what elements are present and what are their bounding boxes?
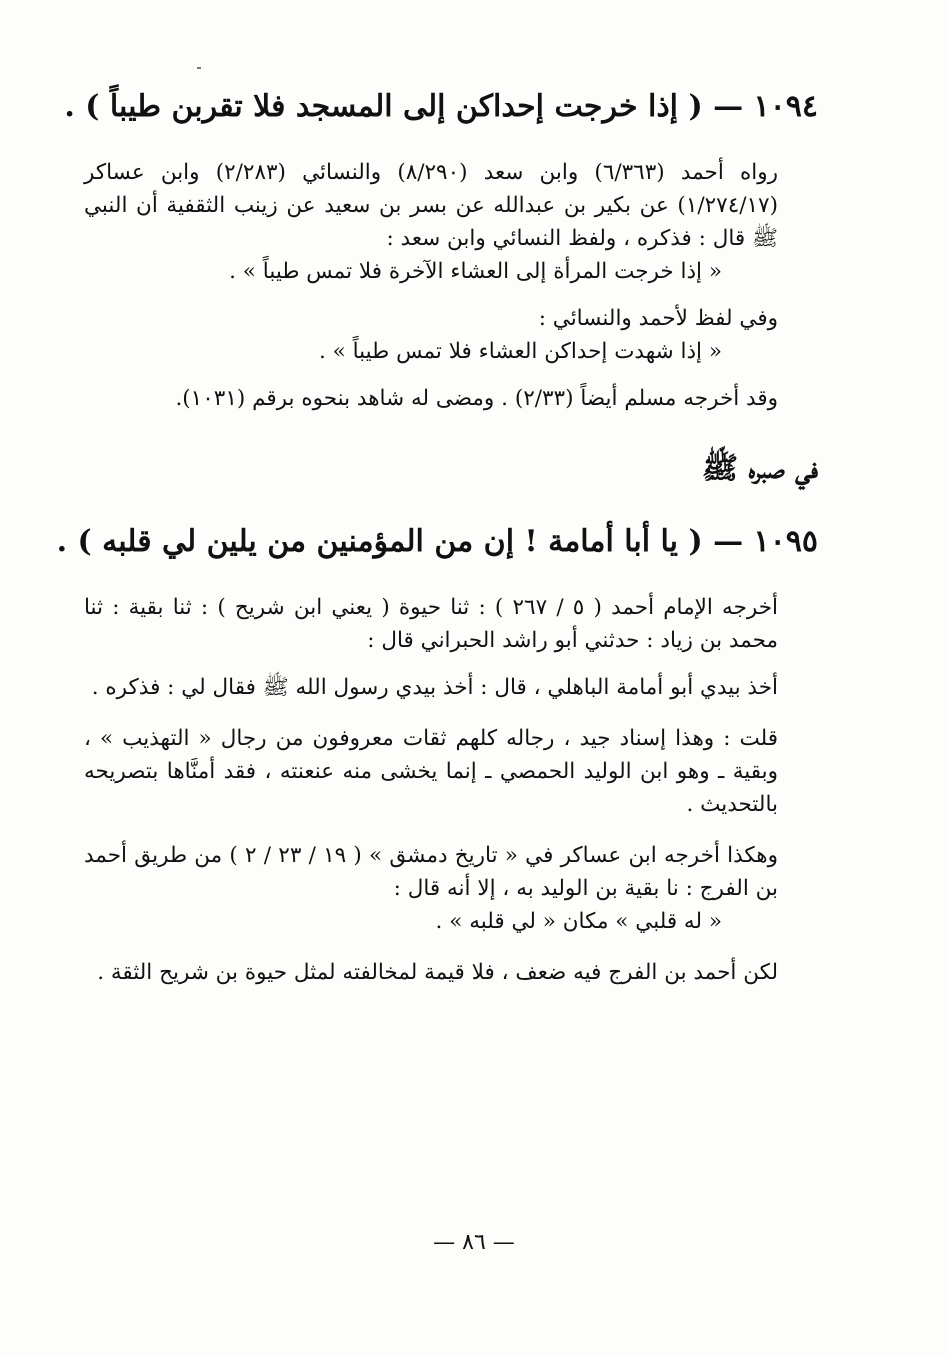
page-number: — ٨٦ — xyxy=(433,1230,515,1255)
hadith-1094-quote-1: « إذا خرجت المرأة إلى العشاء الآخرة فلا تمس طيباً » . xyxy=(229,259,722,284)
hadith-1095-other-source: وهكذا أخرجه ابن عساكر في « تاريخ دمشق » ( ١٩ / ٢٣ / ٢ ) من طريق أحمد بن الفرج : نا بقية بن الوليد به ، إلا أنه قال : xyxy=(84,843,778,901)
hadith-1095-variant-quote: « له قلبي » مكان « لي قلبه » . xyxy=(435,909,722,934)
hadith-1094-variant-label: وفي لفظ لأحمد والنسائي : xyxy=(538,306,778,331)
page-body xyxy=(56,80,818,989)
section-title xyxy=(84,445,818,493)
hadith-1094-quote-2: « إذا شهدت إحداكن العشاء فلا تمس طيباً » . xyxy=(318,339,722,364)
hadith-1095-conclusion: لكن أحمد بن الفرج فيه ضعف ، فلا قيمة لمخالفته لمثل حيوة بن شريح الثقة . xyxy=(97,960,778,985)
hadith-1095-grading: قلت : وهذا إسناد جيد ، رجاله كلهم ثقات معروفون من رجال « التهذيب » ، وبقية ـ وهو ابن الوليد الحمصي ـ إنما يخشى منه عنعنته ، فقد أمنَّاها بتصريحه بالتحديث . xyxy=(84,726,778,817)
hadith-1094-note: وقد أخرجه مسلم أيضاً (٢/٣٣) . ومضى له شاهد بنحوه برقم (١٠٣١). xyxy=(175,386,778,411)
stray-mark xyxy=(197,67,201,69)
honorific: ﷺ xyxy=(701,451,739,486)
hadith-1095-takhrij: أخرجه الإمام أحمد ( ٥ / ٢٦٧ ) : ثنا حيوة ( يعني ابن شريح ) : ثنا بقية : ثنا محمد بن زياد : حدثني أبو راشد الحبراني قال : xyxy=(84,595,778,653)
hadith-1094-takhrij: رواه أحمد (٦/٣٦٣) وابن سعد (٨/٢٩٠) والنسائي (٢/٢٨٣) وابن عساكر (١/٢٧٤/١٧) عن بكير بن عبدالله عن بسر بن سعيد عن زينب الثقفية أن النبي ﷺ قال : فذكره ، ولفظ النسائي وابن سعد : xyxy=(84,160,778,251)
hadith-1095-title: ١٠٩٥ — ( يا أبا أمامة ! إن من المؤمنين من يلين لي قلبه ) . xyxy=(56,524,818,559)
hadith-1095-narration: أخذ بيدي أبو أمامة الباهلي ، قال : أخذ بيدي رسول الله ﷺ فقال لي : فذكره . xyxy=(91,675,778,700)
hadith-1094-title: ١٠٩٤ — ( إذا خرجت إحداكن إلى المسجد فلا تقربن طيباً ) . xyxy=(64,89,818,124)
section-title-text: في صبره xyxy=(748,451,818,486)
